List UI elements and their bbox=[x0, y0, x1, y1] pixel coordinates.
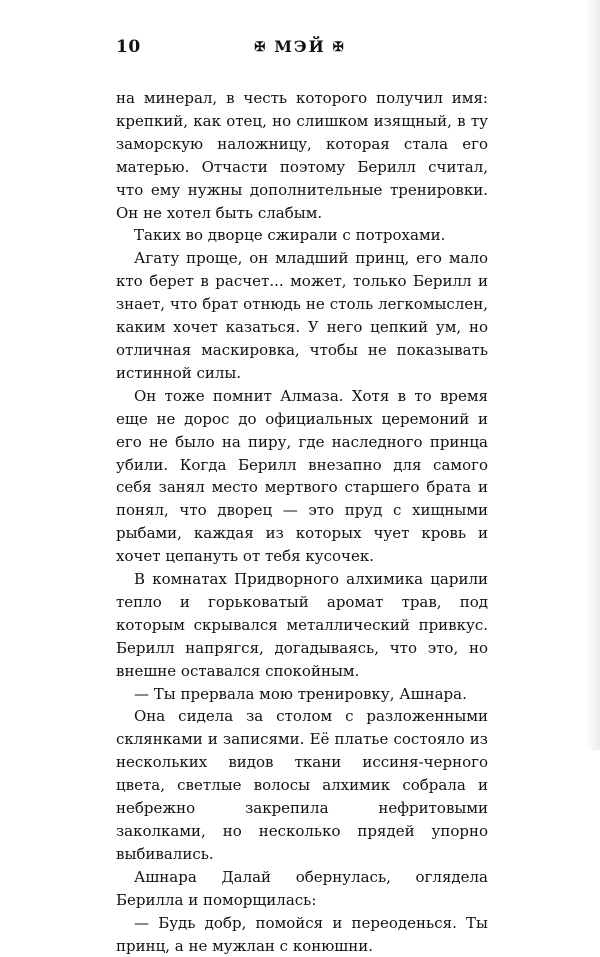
page-header bbox=[0, 37, 600, 67]
ornament-left-icon: ✠ bbox=[254, 40, 268, 55]
paragraph-8: Ашнара Далай обернулась, оглядела Берилла и поморщилась: bbox=[116, 867, 488, 909]
paragraph-6-dialogue: — Ты прервала мою тренировку, Ашнара. bbox=[134, 684, 467, 703]
paragraph-4: Он тоже помнит Алмаза. Хотя в то время еще не дорос до официальных церемоний и его не было на пиру, где наследного принца убили. Когда Берилл внезапно для самого себя занял место мертвого старшего брата и понял, что дворец — это пруд с хищными рыбами, каждая из которых чует кровь и хочет цепануть от тебя кусочек. bbox=[116, 386, 488, 566]
running-title bbox=[0, 37, 600, 56]
running-title-text: МЭЙ bbox=[274, 37, 326, 56]
paragraph-5: В комнатах Придворного алхимика царили тепло и горьковатый аромат трав, под которым скрывался металлический привкус. Берилл напрягся, догадываясь, что это, но внешне оставался спокойным. bbox=[116, 570, 488, 680]
paragraph-1: на минерал, в честь которого получил имя: крепкий, как отец, но слишком изящный, в ту заморскую наложницу, которая стала его матерью. Отчасти поэтому Берилл считал, что ему нужны дополнительные тренировки. Он не хотел быть слабым. bbox=[116, 89, 488, 222]
body-text bbox=[116, 87, 488, 957]
paragraph-2: Таких во дворце сжирали с потрохами. bbox=[134, 226, 446, 245]
paragraph-7: Она сидела за столом с разложенными склянками и записями. Её платье состояло из нескольких видов ткани иссиня-черного цвета, светлые волосы алхимик собрала и небрежно закрепила нефритовыми заколками, но несколько прядей упорно выбивались. bbox=[116, 707, 488, 863]
paragraph-3: Агату проще, он младший принц, его мало кто берет в расчет... может, только Берилл и знает, что брат отнюдь не столь легкомыслен, каким хочет казаться. У него цепкий ум, но отличная маскировка, чтобы не показывать истинной силы. bbox=[116, 249, 488, 382]
ornament-right-icon: ✠ bbox=[332, 40, 346, 55]
page-number: 10 bbox=[116, 37, 141, 57]
paragraph-9-dialogue: — Будь добр, помойся и переоденься. Ты принц, а не мужлан с конюшни. bbox=[116, 913, 488, 955]
page-edge-shade bbox=[586, 0, 600, 750]
